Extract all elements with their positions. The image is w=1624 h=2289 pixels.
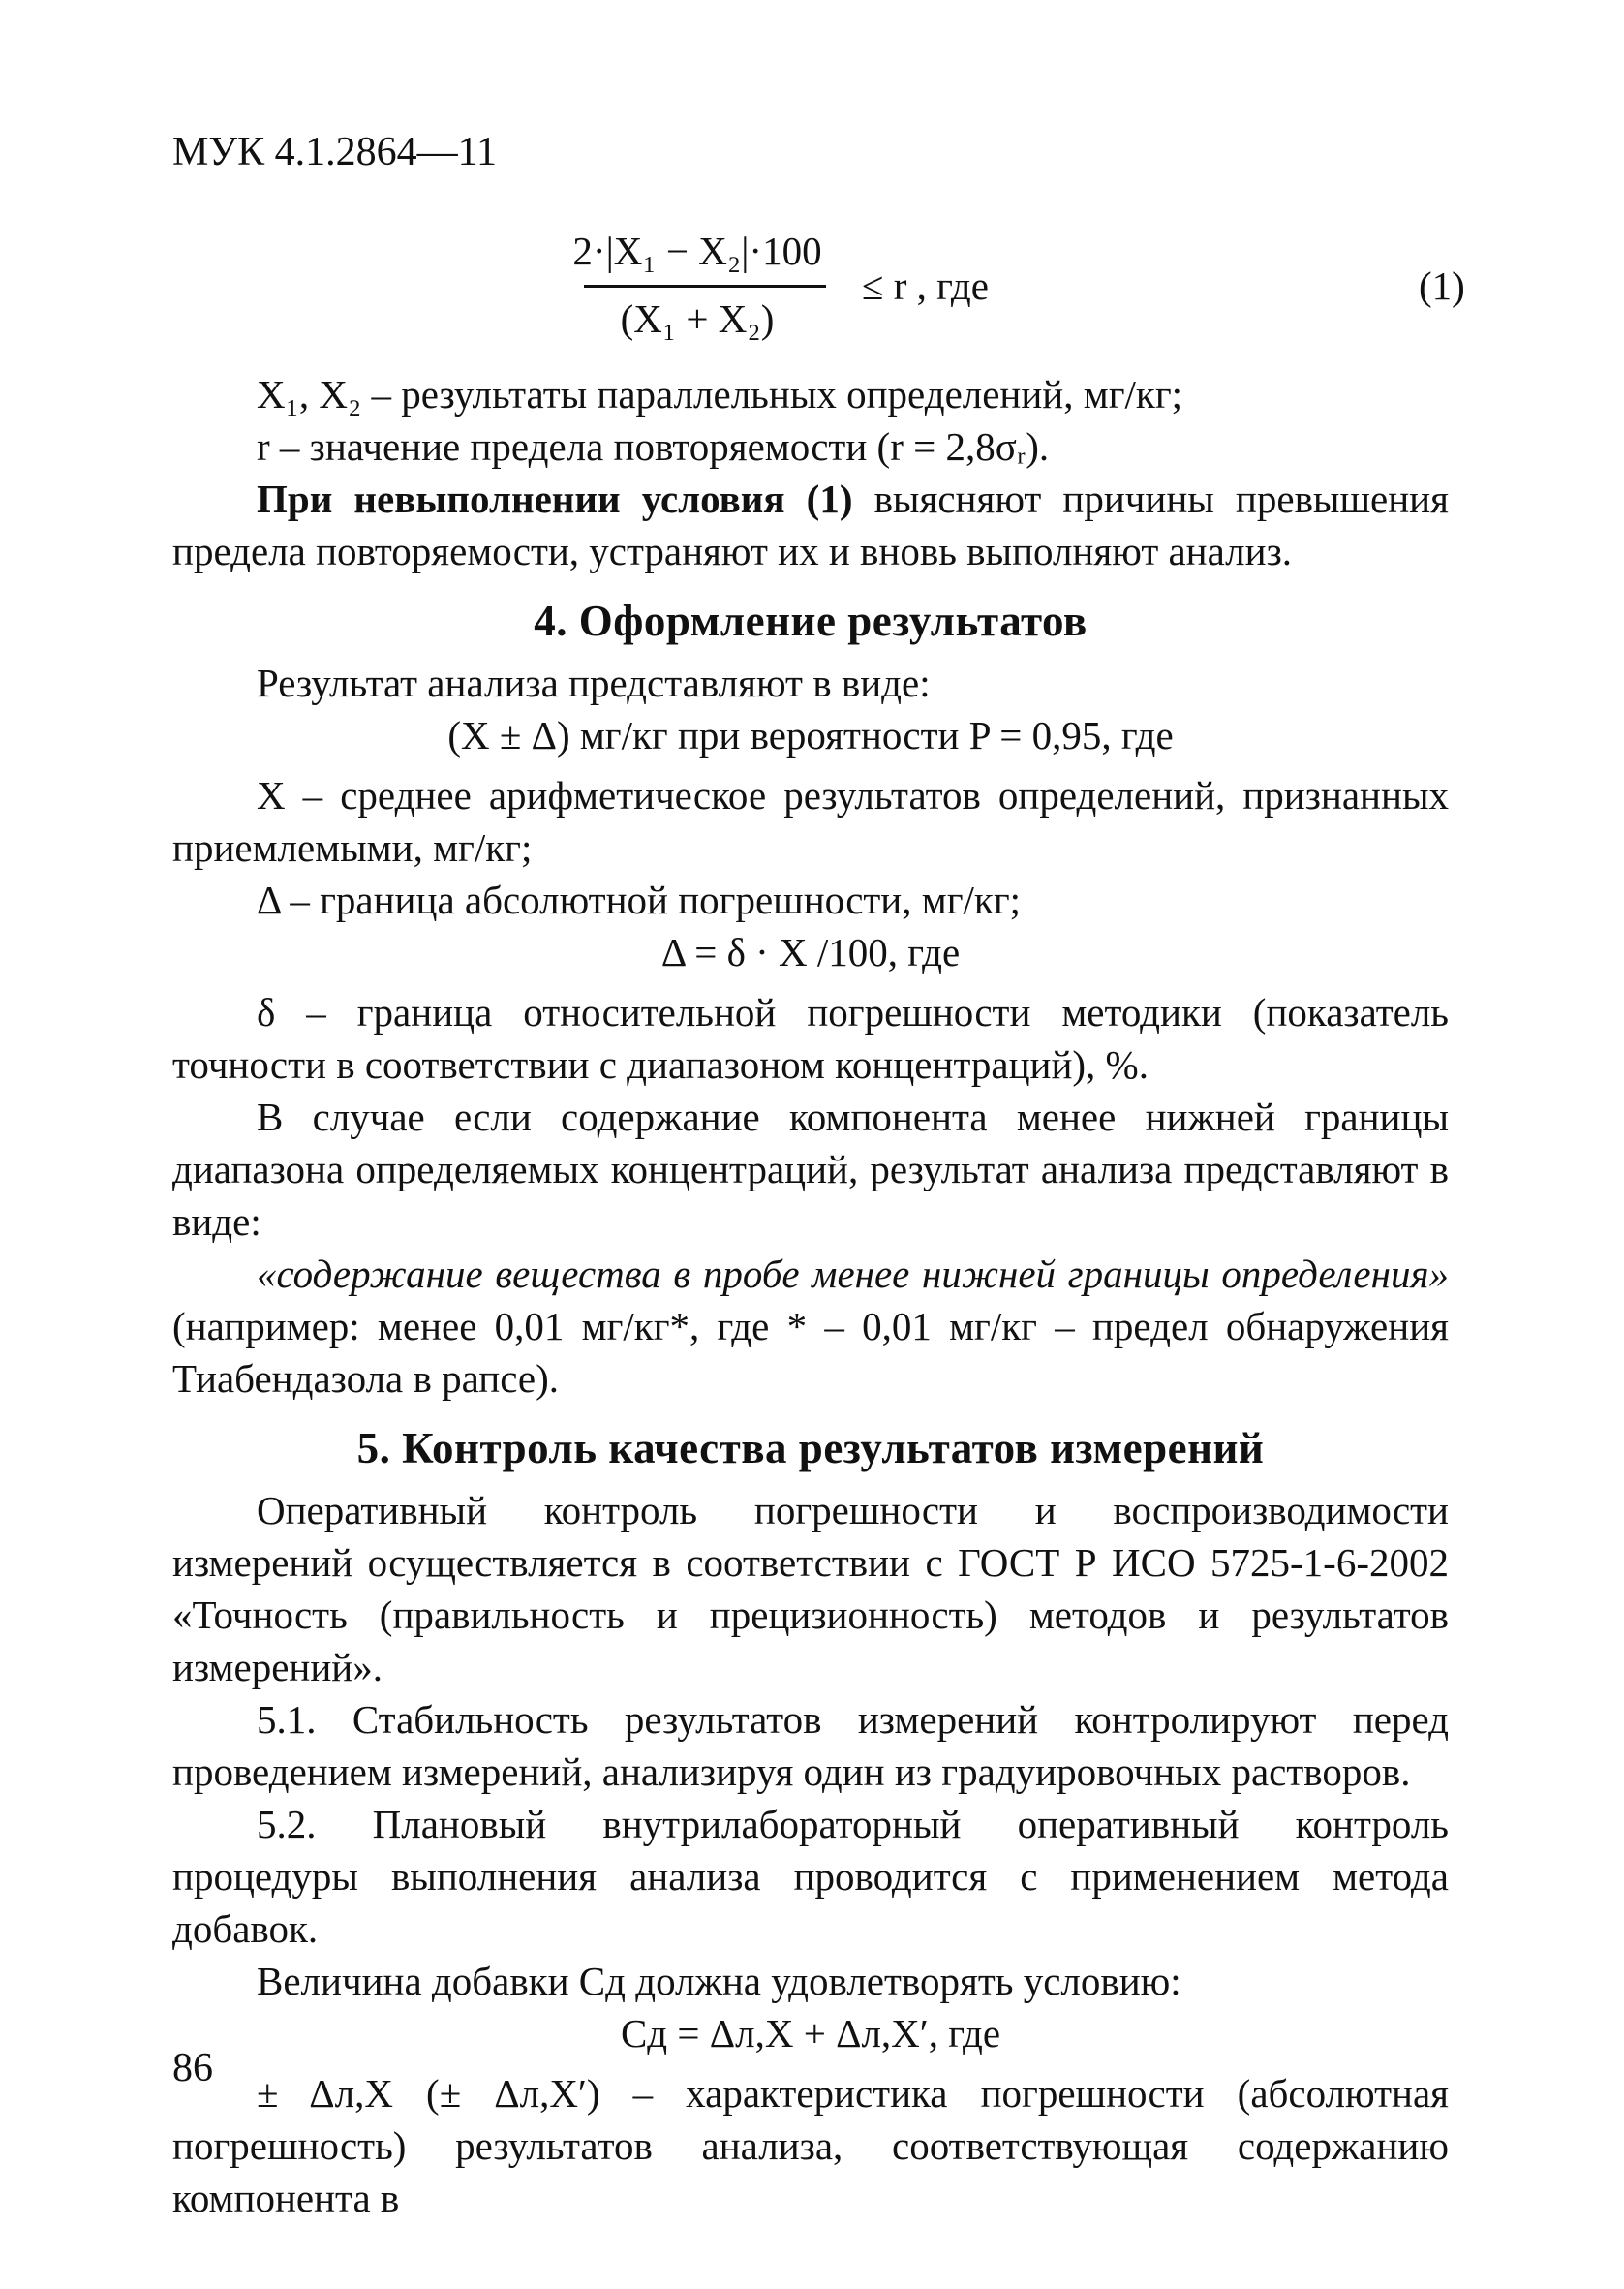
condition-rest-text: выясняют причины превышения предела повторяемости, устраняют их и вновь выполняют анализ. xyxy=(172,477,1449,573)
repeatability-formula xyxy=(567,225,1465,360)
formula-numerator: 2·|X₁ − X₂|·100 xyxy=(572,229,822,273)
lower-limit-example xyxy=(172,1248,1449,1405)
delta-formula: Δ = δ · X /100, где xyxy=(660,930,961,974)
condition-paragraph xyxy=(172,473,1449,577)
additive-formula: Cд = Δл,X + Δл,X′, где xyxy=(620,2011,1001,2056)
condition-bold-text: При невыполнении условия (1) xyxy=(257,477,853,521)
delta-definition: Δ – граница абсолютной погрешности, мг/кг; xyxy=(257,878,1022,922)
formula-relation: ≤ r , где xyxy=(862,263,989,308)
definitions-block xyxy=(172,368,1449,2224)
definition-r: r – значение предела повторяемости (r = 2,8σᵣ). xyxy=(257,424,1050,469)
section-5-para-4: Величина добавки Cд должна удовлетворять условию: xyxy=(257,1959,1181,2003)
fraction-bar xyxy=(584,285,826,288)
result-formula: (X ± Δ) мг/кг при вероятности P = 0,95, где xyxy=(447,713,1174,758)
document-code-header: МУК 4.1.2864—11 xyxy=(172,130,498,174)
section-5-para-5: ± Δл,X (± Δл,X′) – характеристика погрешности (абсолютная погрешность) результатов анализа, соответствующая содержанию компонента в xyxy=(172,2071,1449,2220)
section-4-intro: Результат анализа представляют в виде: xyxy=(257,661,931,705)
lower-limit-paragraph: В случае если содержание компонента менее нижней границы диапазона определяемых концентраций, результат анализа представляют в виде: xyxy=(172,1095,1449,1244)
equation-number: (1) xyxy=(1419,263,1465,308)
definition-x1x2: X₁, X₂ – результаты параллельных определений, мг/кг; xyxy=(257,372,1183,417)
relative-error-definition: δ – граница относительной погрешности методики (показатель точности в соответствии с диапазоном концентраций), %. xyxy=(172,990,1449,1087)
page-number: 86 xyxy=(172,2046,213,2090)
section-5-para-3: 5.2. Плановый внутрилабораторный оперативный контроль процедуры выполнения анализа проводится с применением метода добавок. xyxy=(172,1802,1449,1951)
x-definition: X – среднее арифметическое результатов определений, признанных приемлемыми, мг/кг; xyxy=(172,773,1449,870)
example-text: (например: менее 0,01 мг/кг*, где * – 0,01 мг/кг – предел обнаружения Тиабендазола в рапсе). xyxy=(172,1304,1449,1401)
section-5-para-1: Оперативный контроль погрешности и воспроизводимости измерений осуществляется в соответствии с ГОСТ Р ИСО 5725-1-6-2002 «Точность (правильность и прецизионность) методов и результатов измерений». xyxy=(172,1488,1449,1689)
section-5-para-2: 5.1. Стабильность результатов измерений контролируют перед проведением измерений, анализируя один из градуировочных растворов. xyxy=(172,1697,1449,1794)
italic-quote: «содержание вещества в пробе менее нижней границы определения» xyxy=(257,1252,1449,1296)
formula-denominator: (X₁ + X₂) xyxy=(620,296,775,341)
section-4-title: 4. Оформление результатов xyxy=(534,597,1088,645)
section-5-title: 5. Контроль качества результатов измерений xyxy=(356,1424,1265,1472)
